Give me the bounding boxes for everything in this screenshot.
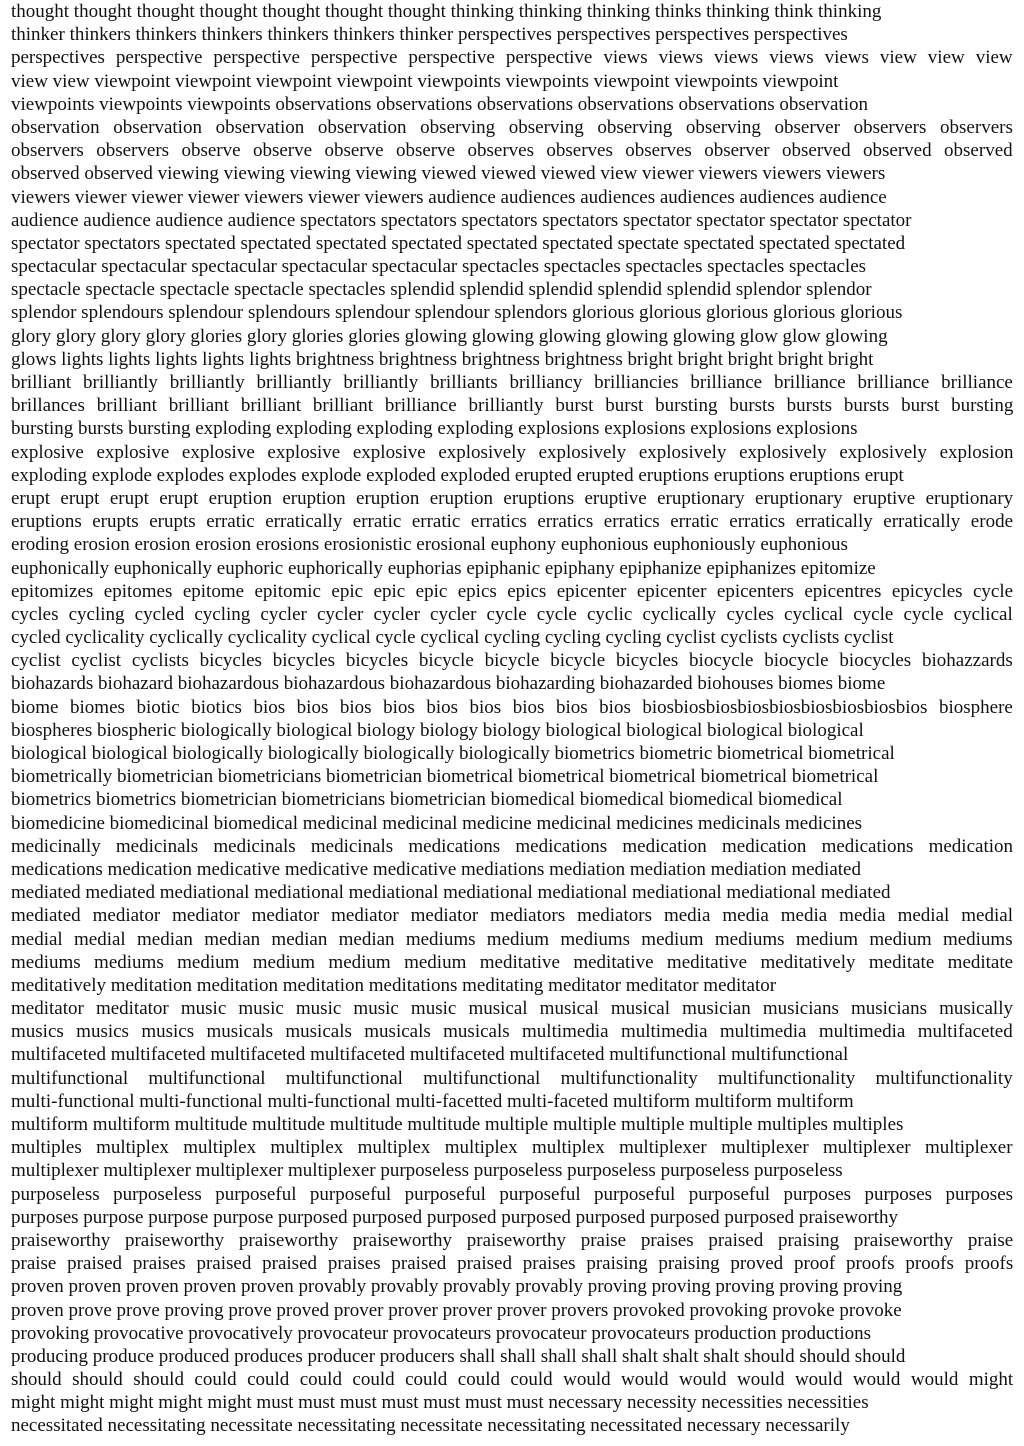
text-line: musics musics musics musicals musicals musicals musicals multimedia multimedia multimedia multimedia multifaceted: [11, 1021, 1013, 1043]
text-line: viewers viewer viewer viewer viewers viewer viewers audience audiences audiences audiences audiences audience: [11, 186, 887, 208]
text-line: necessitated necessitating necessitate necessitating necessitate necessitating necessitated necessary necessarily: [11, 1415, 850, 1437]
text-line: thought thought thought thought thought thought thought thinking thinking thinking thinks thinking think thinking: [11, 1, 882, 22]
text-line: praiseworthy praiseworthy praiseworthy praiseworthy praiseworthy praise praises praised praising praiseworthy praise: [11, 1229, 1013, 1251]
text-line: splendor splendours splendour splendours splendour splendour splendors glorious glorious glorious glorious glorious: [11, 302, 903, 324]
text-line: cyclist cyclist cyclists bicycles bicycles bicycles bicycle bicycle bicycle bicycles biocycle biocycle biocycles biohazzards: [11, 650, 1013, 672]
text-line: biological biological biologically biologically biologically biologically biometrics biometric biometrical biometrical: [11, 743, 895, 764]
text-line: biometrics biometrics biometrician biometricians biometrician biomedical biomedical biomedical biomedical: [11, 789, 843, 811]
text-line: erupt erupt erupt erupt eruption eruption eruption eruption eruptions eruptive eruptionary eruptionary eruptive eruptionary: [11, 487, 1013, 509]
text-line: exploding explode explodes explodes explode exploded exploded erupted erupted eruptions eruptions eruptions erupt: [11, 464, 904, 486]
text-line: spectacle spectacle spectacle spectacle spectacles splendid splendid splendid splendid splendid splendor splendor: [11, 279, 872, 301]
text-line: audience audience audience audience spectators spectators spectators spectators spectator spectator spectator spectator: [11, 209, 912, 231]
text-line: multi-functional multi-functional multi-functional multi-facetted multi-faceted multiform multiform multiform: [11, 1090, 854, 1112]
text-line: spectacular spectacular spectacular spectacular spectacular spectacles spectacles spectacles spectacles spectacles: [11, 256, 867, 278]
text-line: glory glory glory glory glories glory glories glories glowing glowing glowing glowing glowing glow glow glowing: [11, 325, 888, 347]
text-line: brillances brilliant brilliant brilliant brilliant brilliance brilliantly burst burst bursting bursts bursts bursts burst bursting: [11, 395, 1013, 417]
text-line: meditator meditator music music music music music musical musical musical musician musicians musicians musically: [11, 998, 1013, 1020]
text-line: biometrically biometrician biometricians biometrician biometrical biometrical biometrical biometrical biometrical: [11, 766, 879, 788]
text-line: proven proven proven proven proven provably provably provably provably proving proving proving proving proving: [11, 1276, 903, 1298]
text-line: praise praised praises praised praised praises praised praised praises praising praising proved proof proofs proofs proofs: [11, 1253, 1013, 1275]
text-line: medial medial median median median median mediums medium mediums medium mediums medium medium mediums: [11, 928, 1013, 950]
text-line: multiform multiform multitude multitude multitude multitude multiple multiple multiple multiple multiples multiples: [11, 1114, 904, 1135]
text-line: should should should could could could could could could could would would would would would would would might: [11, 1369, 1013, 1391]
text-line: viewpoints viewpoints viewpoints observations observations observations observations observations observation: [11, 93, 868, 115]
text-line: purposes purpose purpose purpose purposed purposed purposed purposed purposed purposed purposed praiseworthy: [11, 1206, 899, 1228]
text-line: biome biomes biotic biotics bios bios bios bios bios bios bios bios bios biosbiosbiosbiosbiosbiosbiosbiosbios biosphere: [11, 696, 1013, 718]
text-line: observation observation observation observation observing observing observing observing observer observers observers: [11, 116, 1013, 138]
text-line: purposeless purposeless purposeful purposeful purposeful purposeful purposeful purposeful purposes purposes purposes: [11, 1183, 1013, 1205]
text-line: medications medication medicative medicative medicative mediations mediation mediation mediation mediated: [11, 858, 861, 880]
text-line: proven prove prove proving prove proved prover prover prover prover provers provoked provoking provoke provoke: [11, 1299, 902, 1321]
text-line: epitomizes epitomes epitome epitomic epic epic epic epics epics epicenter epicenter epicenters epicentres epicycles cycle: [11, 580, 1013, 602]
text-line: cycles cycling cycled cycling cycler cycler cycler cycler cycle cycle cyclic cyclically cycles cyclical cycle cycle cyclical: [11, 603, 1013, 625]
text-line: observed observed viewing viewing viewing viewing viewed viewed viewed view viewer viewers viewers viewers: [11, 163, 886, 185]
text-line: explosive explosive explosive explosive explosive explosively explosively explosively explosively explosively explosion: [11, 441, 1013, 463]
text-line: medicinally medicinals medicinals medicinals medications medications medication medication medications medication: [11, 835, 1013, 857]
text-line: biomedicine biomedicinal biomedical medicinal medicinal medicine medicinal medicines medicinals medicines: [11, 812, 863, 834]
text-line: spectator spectators spectated spectated spectated spectated spectated spectated spectate spectated spectated spectated: [11, 232, 906, 254]
text-line: multifaceted multifaceted multifaceted multifaceted multifaceted multifaceted multifunctional multifunctional: [11, 1044, 849, 1066]
text-line: biohazards biohazard biohazardous biohazardous biohazardous biohazarding biohazarded biohouses biomes biome: [11, 673, 886, 695]
text-line: observers observers observe observe observe observe observes observes observes observer observed observed observed: [11, 140, 1013, 162]
text-line: glows lights lights lights lights lights brightness brightness brightness brightness bright bright bright bright bright: [11, 348, 874, 370]
text-line: biospheres biospheric biologically biological biology biology biology biological biological biological biological: [11, 719, 864, 741]
text-line: bursting bursts bursting exploding exploding exploding exploding explosions explosions explosions explosions: [11, 418, 858, 440]
text-line: view view viewpoint viewpoint viewpoint viewpoint viewpoints viewpoints viewpoint viewpoints viewpoint: [11, 70, 839, 92]
text-line: cycled cyclicality cyclically cyclicality cyclical cycle cyclical cycling cycling cycling cyclist cyclists cyclists cyclist: [11, 627, 894, 649]
text-line: brilliant brilliantly brilliantly brilliantly brilliantly brilliants brilliancy brilliancies brilliance brilliance brilliance brilliance: [11, 372, 1013, 393]
text-line: meditatively meditation meditation meditation meditations meditating meditator meditator meditator: [11, 974, 777, 996]
text-line: euphonically euphonically euphoric euphorically euphorias epiphanic epiphany epiphanize epiphanizes epitomize: [11, 557, 876, 579]
text-line: mediated mediator mediator mediator mediator mediator mediators mediators media media media media medial medial: [11, 905, 1013, 927]
text-line: perspectives perspective perspective perspective perspective perspective views views views views views view view view: [11, 47, 1013, 69]
text-line: thinker thinkers thinkers thinkers thinkers thinkers thinker perspectives perspectives perspectives perspectives: [11, 24, 848, 46]
text-line: eroding erosion erosion erosion erosions erosionistic erosional euphony euphonious euphoniously euphonious: [11, 534, 848, 556]
text-line: producing produce produced produces producer producers shall shall shall shall shalt shalt shalt should should should: [11, 1345, 906, 1367]
text-line: multiples multiplex multiplex multiplex multiplex multiplex multiplex multiplexer multiplexer multiplexer multiplexer: [11, 1137, 1013, 1159]
text-line: mediums mediums medium medium medium medium meditative meditative meditative meditatively meditate meditate: [11, 951, 1013, 973]
text-line: mediated mediated mediational mediational mediational mediational mediational mediational mediational mediated: [11, 882, 891, 904]
text-line: multifunctional multifunctional multifunctional multifunctional multifunctionality multifunctionality multifunctionality: [11, 1067, 1013, 1089]
text-line: eruptions erupts erupts erratic erratically erratic erratic erratics erratics erratics erratic erratics erratically erratically erode: [11, 511, 1013, 533]
text-line: might might might might might must must must must must must must necessary necessity necessities necessities: [11, 1392, 869, 1414]
text-line: multiplexer multiplexer multiplexer multiplexer purposeless purposeless purposeless purposeless purposeless: [11, 1160, 843, 1182]
text-line: provoking provocative provocatively provocateur provocateurs provocateur provocateurs production productions: [11, 1322, 872, 1344]
